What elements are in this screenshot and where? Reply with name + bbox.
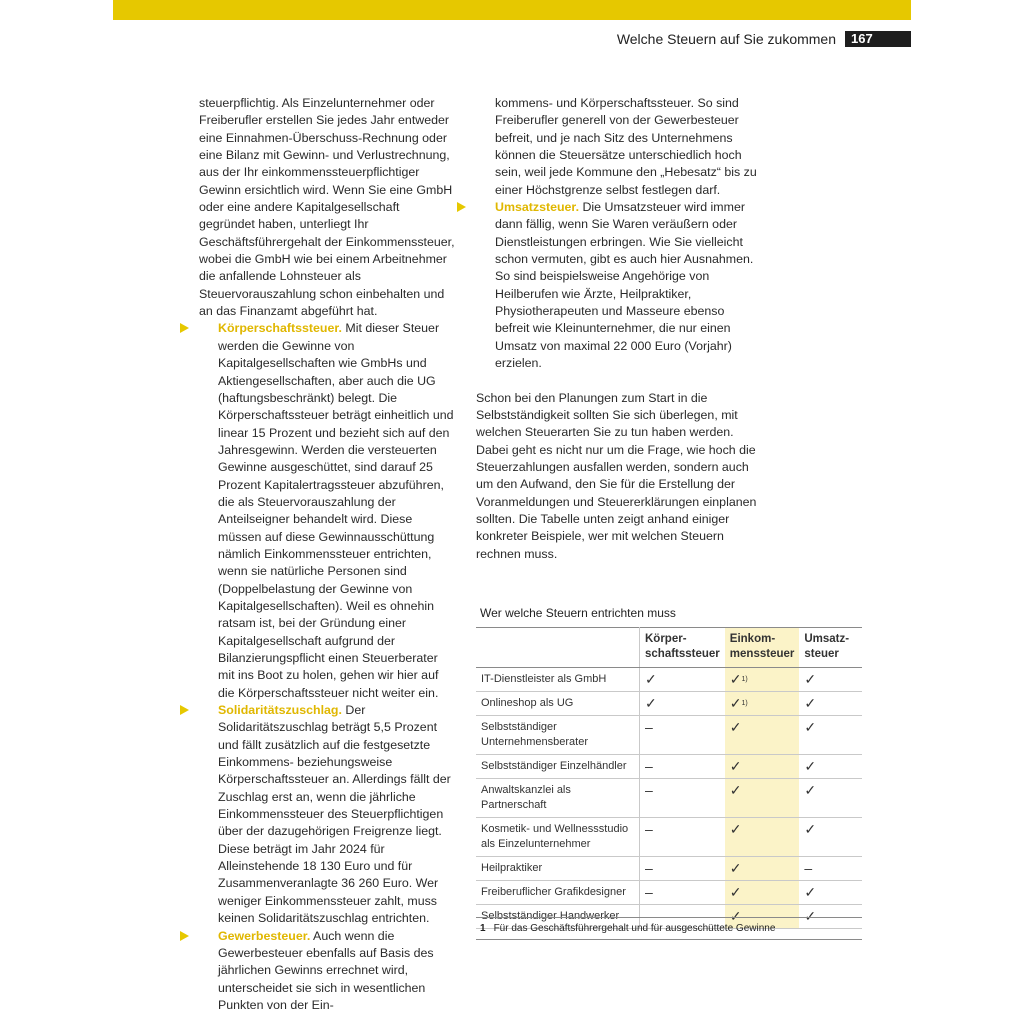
footnote-number: 1 [480, 923, 486, 934]
paragraph-gap [476, 373, 758, 390]
text-koerperschaftssteuer: Mit dieser Steuer werden die Gewinne von Kapitalgesellschaften wie GmbHs und Aktiengesellschaften, aber auch die UG (haftungsbeschränkt) belegt. Die Körperschaftssteuer beträgt einheitlich und linear 15 Prozent und bezieht sich auf den Jahresgewinn. Werden die versteuerten Gewinne ausgeschüttet, sind darauf 25 Prozent Kapitalertragssteuer abzuführen, die als Steuervorauszahlung der Anteilseigner behandelt wird. Diese müssen auf diese Gewinnausschüttung nämlich Einkommenssteuer entrichten, wenn sie natürliche Personen sind (Doppelbelastung der Gewinne von Kapitalgesellschaften). Weil es ohnehin ratsam ist, bei der Gründung einer Kapitalgesellschaft aufgrund der Bilanzierungspflicht einen Steuerberater mit ins Boot zu holen, gehen wir hier auf die Körperschaftssteuer nicht weiter ein. [218, 321, 454, 700]
row-label: Anwaltskanzlei als Partnerschaft [476, 779, 640, 818]
header-cell-umsatzsteuer: Umsatz- steuer [799, 628, 862, 668]
cell-koerperschaftssteuer: ✓ [640, 692, 725, 716]
row-label: IT-Dienstleister als GmbH [476, 668, 640, 692]
intro-paragraph: steuerpflichtig. Als Einzelunternehmer oder Freiberufler erstellen Sie jedes Jahr entweder eine Einnahmen-Überschuss-Rechnung oder eine Bilanz mit Gewinn- und Verlustrechnung, aus der Ihr einkommenssteuerpflichtiger Gewinn ersichtlich wird. Wenn Sie eine GmbH oder eine andere Kapitalgesellschaft gegründet haben, unterliegt Ihr Geschäftsführergehalt der Einkommenssteuer, wobei die GmbH wie bei einem Arbeitnehmer die anfallende Lohnsteuer als Steuervorauszahlung schon einbehalten und an das Finanzamt abgeführt hat. [199, 96, 455, 319]
header-cell-einkommenssteuer: Einkom- menssteuer [725, 628, 800, 668]
table-row [476, 881, 862, 905]
cell-einkommenssteuer: ✓ [725, 716, 800, 755]
text-solidaritaetszuschlag: Der Solidaritätszuschlag beträgt 5,5 Prozent und fällt zusätzlich auf die festgesetzte Einkommens- beziehungsweise Körperschaftssteuer an. Allerdings fällt der Zuschlag erst an, wenn die jährliche Einkommenssteuer des Steuerpflichtigen über der dazugehörigen Freigrenze liegt. Diese beträgt im Jahr 2024 für Alleinstehende 18 130 Euro und für Zusammenveranlagte 36 260 Euro. Wer weniger Einkommenssteuer zahlt, muss keinen Solidaritätszuschlag entrichten. [218, 703, 451, 926]
table-row [476, 692, 862, 716]
cell-koerperschaftssteuer: – [640, 857, 725, 881]
bullet-gewerbesteuer [199, 928, 457, 1015]
cell-einkommenssteuer: ✓ [725, 779, 800, 818]
footnote-ref: 1) [741, 676, 748, 683]
triangle-bullet-icon [180, 931, 189, 941]
row-label: Selbstständiger Einzelhändler [476, 755, 640, 779]
table-footnote [476, 917, 862, 940]
cell-einkommenssteuer: ✓ [725, 905, 800, 929]
footnote-text: Für das Geschäftsführergehalt und für ausgeschüttete Gewinne [493, 923, 776, 934]
gewerbesteuer-continuation: kommens- und Körperschaftssteuer. So sind Freiberufler generell von der Gewerbesteuer befreit, und je nach Sitz des Unternehmens können die Steuersätze unterschiedlich hoch sein, weil jede Kommune den „Hebesatz“ bis zu einer Höchstgrenze selbst festlegen darf. [495, 96, 757, 197]
text-gewerbesteuer: Auch wenn die Gewerbesteuer ebenfalls auf Basis des jährlichen Gewinns errechnet wird, unterscheidet sie sich in wesentlichen Punkten von der Ein- [218, 928, 434, 1012]
row-label: Onlineshop als UG [476, 692, 640, 716]
table-row [476, 818, 862, 857]
table-row [476, 668, 862, 692]
cell-einkommenssteuer: ✓ [725, 881, 800, 905]
row-label: Kosmetik- und Wellnessstudio als Einzelunternehmer [476, 818, 640, 857]
cell-koerperschaftssteuer: – [640, 716, 725, 755]
row-label: Selbstständiger Handwerker [476, 905, 640, 929]
cell-umsatzsteuer: ✓ [799, 668, 862, 692]
table-row [476, 857, 862, 881]
table-row [476, 779, 862, 818]
cell-koerperschaftssteuer: – [640, 905, 725, 929]
term-umsatzsteuer: Umsatzsteuer. [495, 200, 580, 215]
cell-umsatzsteuer: ✓ [799, 755, 862, 779]
table-row [476, 716, 862, 755]
triangle-bullet-icon [457, 202, 466, 212]
running-header-title: Welche Steuern auf Sie zukommen [616, 31, 836, 47]
cell-umsatzsteuer: ✓ [799, 716, 862, 755]
right-column [476, 95, 758, 563]
row-label: Freiberuflicher Grafikdesigner [476, 881, 640, 905]
triangle-bullet-icon [180, 705, 189, 715]
cell-einkommenssteuer: ✓$^{1)}$ [725, 692, 800, 716]
cell-koerperschaftssteuer: – [640, 818, 725, 857]
header-cell-koerperschaftssteuer: Körper- schaftssteuer [640, 628, 725, 668]
planning-paragraph: Schon bei den Planungen zum Start in die Selbstständigkeit sollten Sie sich überlegen, mit welchen Steuerarten Sie zu tun haben werden. Dabei geht es nicht nur um die Frage, wie hoch die Steuerzahlungen ausfallen werden, sondern auch um den Aufwand, den Sie für die Erstellung der Voranmeldungen und Steuererklärungen einplanen sollten. Die Tabelle unten zeigt anhand einiger konkreter Beispiele, wer mit welchen Steuern rechnen muss. [476, 390, 757, 561]
cell-umsatzsteuer: ✓ [799, 881, 862, 905]
header-cell-empty [476, 628, 640, 668]
page-number: 167 [845, 31, 911, 47]
tax-table [476, 627, 862, 929]
row-label: Selbstständiger Unternehmensberater [476, 716, 640, 755]
bullet-koerperschaftssteuer [199, 320, 457, 702]
cell-einkommenssteuer: ✓ [725, 755, 800, 779]
term-solidaritaetszuschlag: Solidaritätszuschlag. [218, 703, 342, 718]
cell-umsatzsteuer: ✓ [799, 692, 862, 716]
cell-einkommenssteuer: ✓ [725, 818, 800, 857]
table-body [476, 668, 862, 929]
cell-umsatzsteuer: ✓ [799, 779, 862, 818]
text-umsatzsteuer: Die Umsatzsteuer wird immer dann fällig, wenn Sie Waren veräußern oder Dienstleistungen erbringen. Wie Sie vielleicht schon vermuten, gibt es auch hier Ausnahmen. So sind beispielsweise Angehörige von Heilberufen wie Ärzte, Heilpraktiker, Physiotherapeuten und Masseure ebenso befreit wie Kleinunternehmer, die nur einen Umsatz von maximal 22 000 Euro (Vorjahr) erzielen. [495, 200, 754, 371]
bullet-solidaritaetszuschlag [199, 702, 457, 927]
cell-umsatzsteuer: – [799, 857, 862, 881]
cell-einkommenssteuer: ✓$^{1)}$ [725, 668, 800, 692]
cell-koerperschaftssteuer: – [640, 881, 725, 905]
footnote-ref: 1) [741, 700, 748, 707]
cell-koerperschaftssteuer: – [640, 755, 725, 779]
row-label: Heilpraktiker [476, 857, 640, 881]
cell-koerperschaftssteuer: ✓ [640, 668, 725, 692]
bullet-umsatzsteuer [476, 199, 758, 372]
table-row [476, 755, 862, 779]
cell-umsatzsteuer: ✓ [799, 905, 862, 929]
cell-umsatzsteuer: ✓ [799, 818, 862, 857]
term-gewerbesteuer: Gewerbesteuer. [218, 928, 311, 943]
cell-koerperschaftssteuer: – [640, 779, 725, 818]
cell-einkommenssteuer: ✓ [725, 857, 800, 881]
table-title: Wer welche Steuern entrichten muss [480, 606, 676, 620]
triangle-bullet-icon [180, 323, 189, 333]
top-accent-band [113, 0, 911, 20]
table-header-row [476, 628, 862, 668]
term-koerperschaftssteuer: Körperschaftssteuer. [218, 321, 342, 336]
left-column [199, 95, 457, 1014]
